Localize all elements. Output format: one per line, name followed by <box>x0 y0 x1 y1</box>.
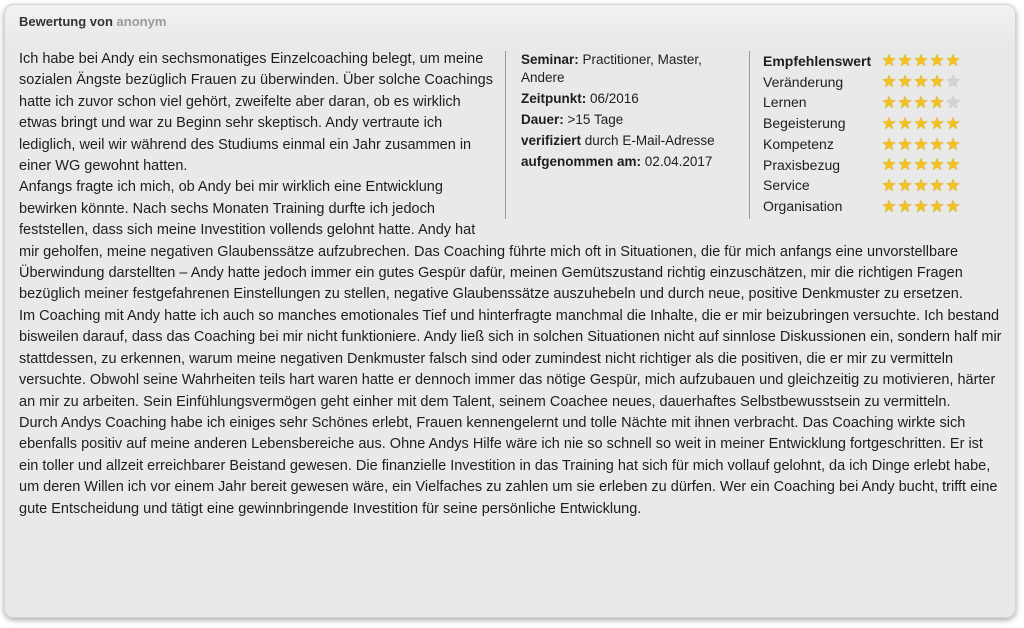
star-icon: ★ <box>929 113 945 133</box>
rating-stars <box>881 92 961 112</box>
rating-label: Veränderung <box>763 73 844 90</box>
star-icon: ★ <box>881 134 897 154</box>
review-text <box>19 49 1005 520</box>
rating-label: Begeisterung <box>763 115 846 132</box>
star-icon: ★ <box>913 176 929 196</box>
star-icon: ★ <box>913 51 929 71</box>
star-icon: ★ <box>913 155 929 175</box>
review-author: anonym <box>116 14 167 29</box>
star-icon: ★ <box>929 196 945 216</box>
rating-row <box>763 51 1005 72</box>
star-icon: ★ <box>945 176 961 196</box>
rating-row <box>763 176 1005 197</box>
star-icon: ★ <box>881 92 897 112</box>
meta-dauer: Dauer: >15 Tage <box>521 112 624 127</box>
star-icon: ★ <box>897 155 913 175</box>
star-icon: ★ <box>913 72 929 92</box>
review-paragraph-4: Durch Andys Coaching habe ich einiges sehr Schönes erlebt, Frauen kennengelernt und tolle Nächte mit ihnen verbracht. Das Coaching wirkte sich ebenfalls positiv auf meine anderen Lebensbereiche aus. Ohne Andys Hilfe wäre ich nie so schnell so weit in meiner Entwicklung fortgeschritten. Er ist ein toller und allzeit erreichbarer Beistand gewesen. Die finanzielle Investition in das Training hat sich für mich vollauf gelohnt, da ich Dinge erlebt habe, um deren Willen ich vor einem Jahr bereit gewesen wäre, ein Vielfaches zu zahlen um sie erleben zu dürfen. Wer ein Coaching bei Andy bucht, trifft eine gute Entscheidung und tätigt eine gewinnbringende Investition für seine persönliche Entwicklung. <box>19 414 998 517</box>
star-icon: ★ <box>897 92 913 112</box>
rating-stars <box>881 53 961 69</box>
star-icon: ★ <box>945 113 961 133</box>
rating-label: Service <box>763 177 810 194</box>
star-icon: ★ <box>897 134 913 154</box>
review-info-panel <box>505 51 1005 223</box>
rating-row <box>763 113 1005 134</box>
meta-verified: verifiziert durch E-Mail-Adresse <box>521 133 715 148</box>
star-icon: ★ <box>929 176 945 196</box>
star-icon: ★ <box>913 134 929 154</box>
review-paragraph-2: Anfangs fragte ich mich, ob Andy bei mir wirklich eine Entwicklung bewirken könnte. Nach sechs Monaten Training durfte ich jedoch feststellen, dass sich meine Investition vollends gelohnt hatte. Andy hat mir geholfen, meine negativen Glaubenssätze aufzubrechen. Das Coaching führte mich oft in Situationen, die für mich anfangs eine unvorstellbare Überwindung darstellten – Andy hatte jedoch immer ein gutes Gespür dafür, meinen Gemütszustand richtig einzuschätzen, mir die richtigen Fragen bezüglich meiner festgefahrenen Einstellungen zu stellen, negative Glaubenssätze auszuhebeln und durch neue, positive Denkmuster zu ersetzen. <box>19 179 963 303</box>
star-icon: ★ <box>929 155 945 175</box>
header-prefix: Bewertung von <box>19 14 113 29</box>
review-paragraph-1: Ich habe bei Andy ein sechsmonatiges Einzelcoaching belegt, um meine sozialen Ängste bezüglich Frauen zu überwinden. Über solche Coachings hatte ich zuvor schon viel gehört, zweifelte aber daran, ob es wirklich etwas bringt und war zu Beginn sehr skeptisch. Andy vertraute ich lediglich, weil wir während des Studiums einmal ein Jahr zusammen in einer WG gewohnt hatten. <box>19 51 493 175</box>
star-icon: ★ <box>945 196 961 216</box>
meta-added: aufgenommen am: 02.04.2017 <box>521 154 713 169</box>
rating-label: Organisation <box>763 198 843 215</box>
review-paragraph-3: Im Coaching mit Andy hatte ich auch so manches emotionales Tief und hinterfragte manchmal die Inhalte, die er mir beizubringen versuchte. Ich bestand bisweilen darauf, dass das Coaching bei mir nicht funktioniere. Andy ließ sich in solchen Situationen nicht auf sinnlose Diskussionen ein, sondern half mir stattdessen, zu erkennen, warum meine negativen Denkmuster falsch sind oder zumindest nicht richtiger als die positiven, die er mir zu vermitteln versuchte. Obwohl seine Wahrheiten teils hart waren hatte er dennoch immer das nötige Gespür, mich aufzubauen und gleichzeitig zu motivieren, härter an mir zu arbeiten. Sein Einfühlungsvermögen geht einher mit dem Talent, seinem Coachee neues, dauerhaftes Selbstbewusstsein zu vermitteln. <box>19 307 1002 410</box>
star-icon: ★ <box>881 176 897 196</box>
rating-label: Lernen <box>763 94 807 111</box>
rating-label: Kompetenz <box>763 135 834 152</box>
rating-stars <box>881 74 961 90</box>
review-card <box>4 4 1016 618</box>
star-icon: ★ <box>897 196 913 216</box>
star-icon: ★ <box>881 72 897 92</box>
meta-seminar: Seminar: Practitioner, Master, Andere <box>521 52 702 85</box>
rating-label: Praxisbezug <box>763 156 841 173</box>
rating-label: Empfehlenswert <box>763 52 872 69</box>
star-icon: ★ <box>897 113 913 133</box>
star-icon: ★ <box>945 134 961 154</box>
star-icon: ★ <box>881 51 897 71</box>
rating-row <box>763 72 1005 93</box>
star-icon: ★ <box>881 196 897 216</box>
rating-row <box>763 197 1005 218</box>
star-icon: ★ <box>881 155 897 175</box>
rating-row <box>763 155 1005 176</box>
star-icon: ★ <box>913 92 929 112</box>
review-header <box>19 14 166 29</box>
rating-stars <box>881 157 961 173</box>
rating-row <box>763 134 1005 155</box>
star-icon: ★ <box>945 155 961 175</box>
rating-stars <box>881 196 961 216</box>
meta-zeitpunkt: Zeitpunkt: 06/2016 <box>521 91 639 106</box>
star-icon: ★ <box>897 51 913 71</box>
star-icon: ★ <box>945 51 961 71</box>
rating-stars <box>881 134 961 154</box>
star-icon: ★ <box>881 113 897 133</box>
rating-stars <box>881 178 961 194</box>
rating-stars <box>881 113 961 133</box>
star-icon: ★ <box>929 72 945 92</box>
star-icon: ★ <box>897 72 913 92</box>
star-icon: ★ <box>929 134 945 154</box>
star-icon: ★ <box>929 51 945 71</box>
star-icon: ★ <box>897 176 913 196</box>
star-icon: ★ <box>913 113 929 133</box>
seminar-meta <box>505 51 733 219</box>
rating-row <box>763 93 1005 114</box>
rating-list <box>749 51 1005 219</box>
star-empty-icon: ★ <box>945 72 961 92</box>
star-empty-icon: ★ <box>945 92 961 112</box>
star-icon: ★ <box>913 196 929 216</box>
star-icon: ★ <box>929 92 945 112</box>
